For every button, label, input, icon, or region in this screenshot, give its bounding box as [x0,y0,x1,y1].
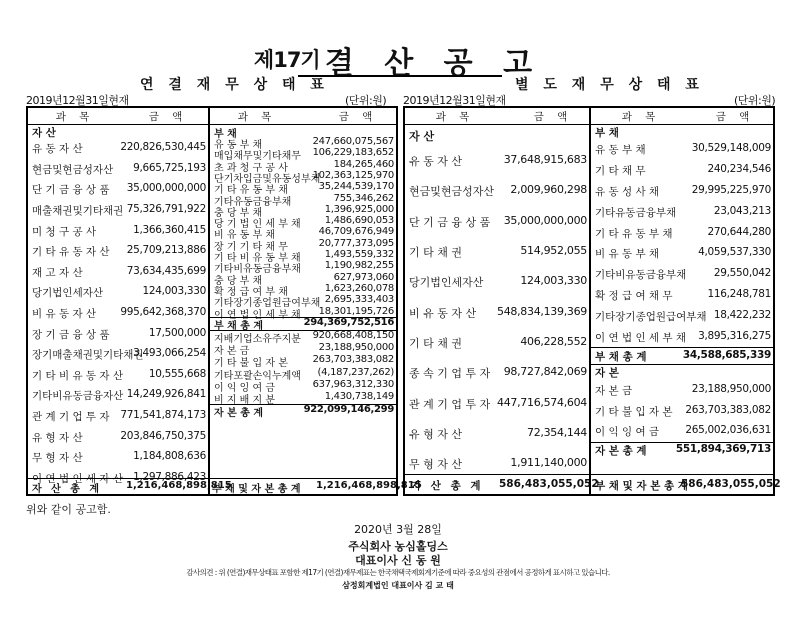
row-label: 기 타 유 동 부 채 [595,227,673,240]
header-item: 과 목 [621,111,661,123]
row-value: 203,846,750,375 [120,429,206,442]
table-row [28,138,208,159]
row-value: 1,190,982,255 [324,260,394,272]
row-value: 627,973,060 [333,271,394,283]
row-label: 이 연 법 인 세 자 산 [32,472,124,485]
row-label: 충 당 부 채 [214,275,263,287]
row-value: 1,366,360,415 [133,223,206,236]
row-value: 116,248,781 [707,287,771,300]
table-row [210,354,396,370]
table-row [405,236,589,266]
row-label: 충 당 부 채 [214,207,263,219]
row-value: 23,188,950,000 [318,342,394,354]
row-value: 29,995,225,970 [691,183,771,196]
table-row [591,201,773,222]
table-row [28,179,208,200]
row-value: 637,963,312,330 [312,379,394,390]
table-row [28,447,208,468]
table-row [591,305,773,326]
table-row [210,147,396,163]
subtotal-row [210,317,396,330]
separate-unit: (단위:원) [734,94,776,107]
row-value: 14,249,926,841 [126,388,206,401]
table-row [591,401,773,422]
row-label: 기 타 채 권 [409,336,462,350]
table-row [210,329,396,345]
row-label: 기 타 비 유 동 자 산 [32,369,124,382]
row-value: 35,000,000,000 [126,182,206,195]
row-value: 240,234,546 [707,163,771,176]
row-value: 406,228,552 [520,334,587,348]
row-label: 미 청 구 공 사 [32,225,97,238]
liab-equity-total-value: 1,216,468,898,815 [316,480,422,491]
row-value: 220,826,530,445 [120,141,206,154]
row-value: 551,894,369,713 [675,443,771,455]
row-label: 무 형 자 산 [409,458,462,472]
row-value: 72,354,144 [527,425,587,439]
row-label: 이 익 잉 여 금 [595,426,660,439]
separate-liabilities-column [591,125,773,478]
table-row [28,344,208,365]
assets-total-value: 586,483,055,052 [499,478,599,490]
subtotal-row [591,442,773,459]
table-row [210,342,396,358]
company-name: 주식회사 농심홀딩스 [348,540,448,553]
separate-balance-sheet [403,106,781,496]
consolidated-balance-sheet [26,106,422,496]
table-row [210,366,396,382]
row-value: 265,002,036,631 [685,424,771,437]
row-label: 장 기 기 타 채 무 [214,241,288,253]
row-value: 10,555,668 [148,367,206,380]
row-value: 2,009,960,298 [510,183,587,197]
row-value: 46,709,676,949 [318,226,394,238]
separate-section-title: 별 도 재 무 상 태 표 [515,77,704,93]
row-value: 263,703,383,082 [312,354,394,366]
audit-opinion: 감사의견 : 위 (연결)재무상태표 포함한 제17기 (연결)재무제표는 한국채택국제회계기준에 따라 중요성의 관점에서 공정하게 표시하고 있습니다. [186,568,610,577]
row-label: 지배기업소유주지분 [214,333,301,345]
consolidated-liabilities-column [210,125,396,478]
row-label: 부 채 [595,127,619,139]
table-row [28,385,208,406]
row-label: 기타비유동금융부채 [214,264,301,276]
row-value: 3,895,316,275 [698,329,771,342]
row-label: 자 본 [595,367,619,379]
row-value: (4,187,237,262) [317,366,394,378]
row-value: 995,642,368,370 [120,306,206,319]
row-value: 1,184,808,636 [133,450,206,463]
table-row [28,303,208,324]
row-value: 270,644,280 [707,225,771,238]
row-value: 294,369,752,516 [303,316,394,328]
row-value: 35,000,000,000 [503,213,587,227]
table-row [28,406,208,427]
row-value: 1,396,925,000 [324,203,394,215]
table-row [405,418,589,448]
table-row [591,181,773,202]
row-label: 비 유 동 부 채 [214,230,276,242]
fiscal-period: 제17기 [253,48,320,72]
row-value: 1,623,260,078 [324,282,394,294]
row-value: 755,346,262 [333,192,394,204]
table-row [210,282,396,298]
table-row [591,160,773,181]
row-label: 관 계 기 업 투 자 [32,411,110,424]
row-label: 비 지 배 지 분 [214,395,276,407]
consolidated-table-header [28,108,396,125]
table-row [591,326,773,347]
table-row [405,266,589,296]
table-row [210,203,396,219]
row-value: 34,588,685,339 [682,348,771,361]
assets-total-label: 자 산 총 계 [411,480,484,492]
row-value: 75,326,791,922 [126,203,206,216]
row-label: 비 유 동 자 산 [32,308,97,321]
section-heading [28,125,208,138]
row-label: 관 계 기 업 투 자 [409,397,491,411]
row-value: 1,486,690,053 [324,215,394,227]
row-label: 이 연 법 인 세 부 채 [595,331,687,344]
row-label: 자 본 금 [214,346,250,358]
header-item: 과 목 [237,111,277,123]
row-label: 단 기 금 융 상 품 [32,184,110,197]
row-value: 2,695,333,403 [324,294,394,306]
row-label: 기 타 채 무 [595,165,646,178]
table-row [28,426,208,447]
row-value: 1,493,559,332 [324,249,394,260]
row-label: 기타유동금융부채 [214,196,292,208]
table-row [28,220,208,241]
row-label: 확 정 급 여 채 무 [595,289,673,302]
liab-equity-total-label: 부 채 및 자 본 총 계 [595,480,688,492]
table-row [210,294,396,310]
separate-assets-column [405,125,589,478]
subtotal-row [591,347,773,364]
table-row [210,237,396,253]
row-label: 기타유동금융부채 [595,206,677,219]
row-label: 기 타 채 권 [409,246,462,260]
row-value: 263,703,383,082 [685,403,771,416]
table-row [28,365,208,386]
row-value: 1,430,738,149 [324,391,394,403]
header-amount: 금 액 [338,111,378,123]
table-row [210,226,396,242]
row-label: 초 과 청 구 공 사 [214,162,288,174]
row-value: 1,297,886,423 [133,470,206,483]
row-label: 자 본 금 [595,385,633,398]
row-label: 현금및현금성자산 [409,185,495,199]
section-heading [591,125,773,139]
row-label: 유 동 자 산 [32,143,83,156]
row-value: 1,911,140,000 [510,456,587,470]
table-row [405,206,589,236]
row-label: 당기법인세자산 [409,276,484,290]
row-label: 기타비유동금융부채 [595,269,687,282]
table-row [591,421,773,442]
consolidated-assets-column [28,125,208,485]
row-value: 18,422,232 [713,308,771,321]
table-row [210,260,396,276]
table-row [405,297,589,327]
table-row [210,249,396,264]
header-item: 과 목 [435,111,475,123]
table-row [405,145,589,175]
table-row [405,327,589,357]
table-row [210,379,396,394]
row-label: 이 익 잉 여 금 [214,383,276,394]
table-row [28,241,208,262]
auditor: 삼정회계법인 대표이사 김 교 태 [342,581,454,590]
row-label: 기타비유동금융자산 [32,390,124,403]
row-label: 기 타 유 동 부 채 [214,185,288,197]
row-label: 부 채 총 계 [214,320,264,332]
row-value: 447,716,574,604 [497,395,587,409]
row-value: 25,709,213,886 [126,244,206,257]
assets-total-label: 자 산 총 계 [32,484,103,495]
row-label: 부 채 총 계 [595,350,647,363]
row-value: 18,301,195,726 [318,305,394,317]
row-label: 자 본 총 계 [595,445,647,457]
table-row [405,387,589,417]
row-value: 102,363,125,970 [312,169,394,181]
table-row [210,136,396,151]
row-label: 재 고 자 산 [32,266,83,279]
consolidated-section-title: 연 결 재 무 상 태 표 [140,77,329,93]
row-label: 현금및현금성자산 [32,163,114,176]
row-value: 23,043,213 [713,204,771,217]
row-value: 4,059,537,330 [698,246,771,259]
table-row [210,215,396,231]
table-row [405,357,589,387]
row-label: 장 기 금 융 상 품 [32,328,110,341]
table-row [28,200,208,221]
row-label: 자 본 총 계 [214,407,264,419]
consolidated-totals-row [28,478,422,495]
table-row [28,323,208,344]
row-value: 124,003,330 [142,285,206,298]
row-label: 유 동 자 산 [409,155,462,169]
table-row [591,243,773,264]
row-value: 30,529,148,009 [691,142,771,155]
row-label: 자 산 [32,127,56,139]
table-row [591,264,773,285]
row-value: 29,550,042 [713,267,771,280]
row-label: 장기매출채권및기타채권 [32,349,144,362]
row-value: 548,834,139,369 [497,304,587,318]
section-heading [405,125,589,145]
notice-text: 위와 같이 공고함. [26,503,111,516]
row-label: 기타장기종업원급여부채 [595,310,707,323]
table-row [405,175,589,205]
row-value: 35,244,539,170 [318,181,394,193]
row-value: 17,500,000 [148,326,206,339]
table-row [210,305,396,321]
row-label: 기 타 유 동 자 산 [32,246,110,259]
row-label: 단 기 금 융 상 품 [409,215,491,229]
row-value: 920,668,408,150 [312,329,394,341]
row-value: 20,777,373,095 [318,237,394,249]
separate-date: 2019년12월31일현재 [403,94,506,107]
row-label: 부 채 [214,129,237,140]
table-row [210,192,396,208]
row-label: 비 유 동 부 채 [595,248,660,261]
row-label: 당 기 법 인 세 부 채 [214,219,301,231]
row-value: 124,003,330 [520,274,587,288]
assets-total-value: 1,216,468,898,815 [126,480,232,491]
table-row [210,169,396,185]
liab-equity-total-value: 586,483,055,052 [681,478,781,490]
row-label: 기타포괄손익누계액 [214,370,301,382]
row-label: 유 동 부 채 [214,140,263,151]
row-label: 기 타 비 유 동 부 채 [214,253,301,264]
header-amount: 금 액 [715,111,755,123]
row-value: 3,493,066,254 [133,347,206,360]
separate-totals-row [405,474,781,494]
row-label: 기타장기종업원급여부채 [214,298,321,310]
liab-equity-total-label: 부 채 및 자 본 총 계 [212,484,301,495]
row-value: 106,229,183,652 [312,147,394,159]
row-label: 무 형 자 산 [32,452,83,465]
row-value: 73,634,435,699 [126,264,206,277]
row-label: 유 동 부 채 [595,144,646,157]
row-label: 유 동 성 사 채 [595,185,660,198]
section-heading [210,125,396,140]
header-amount: 금 액 [533,111,573,123]
consolidated-date: 2019년12월31일현재 [26,94,129,107]
row-label: 이 연 법 인 세 부 채 [214,309,301,321]
row-label: 기 타 불 입 자 본 [595,405,673,418]
section-heading [591,364,773,380]
ceo-name: 대표이사 신 동 원 [355,554,441,567]
table-row [210,181,396,197]
row-value: 247,660,075,567 [312,136,394,147]
row-label: 매입채무및기타채무 [214,151,301,163]
row-label: 유 형 자 산 [409,427,462,441]
row-label: 매출채권및기타채권 [32,205,124,218]
row-label: 비 유 동 자 산 [409,306,477,320]
row-label: 자 산 [409,130,435,143]
consolidated-unit: (단위:원) [345,94,387,107]
row-label: 유 형 자 산 [32,431,83,444]
table-row [591,285,773,306]
row-value: 514,952,055 [520,244,587,258]
row-label: 당기법인세자산 [32,287,104,300]
table-row [28,262,208,283]
header-item: 과 목 [55,111,95,123]
table-row [591,139,773,160]
subtotal-row [210,404,396,417]
table-row [591,380,773,401]
announcement-title: 결 산 공 고 [324,46,543,81]
row-value: 37,648,915,683 [503,153,587,167]
announcement-date: 2020년 3월 28일 [354,523,442,536]
row-value: 23,188,950,000 [691,383,771,396]
row-label: 확 정 급 여 부 채 [214,286,288,298]
table-row [210,158,396,174]
row-value: 9,665,725,193 [133,161,206,174]
table-row [210,391,396,407]
table-row [28,159,208,180]
table-row [28,282,208,303]
row-value: 184,265,460 [333,158,394,170]
row-value: 922,099,146,299 [303,403,394,415]
row-value: 771,541,874,173 [120,409,206,422]
row-label: 종 속 기 업 투 자 [409,367,491,381]
table-row [591,222,773,243]
table-row [210,271,396,287]
row-value: 98,727,842,069 [503,365,587,379]
header-amount: 금 액 [148,111,188,123]
row-label: 단기차입금및유동성부채 [214,173,321,185]
row-label: 기 타 불 입 자 본 [214,358,288,370]
